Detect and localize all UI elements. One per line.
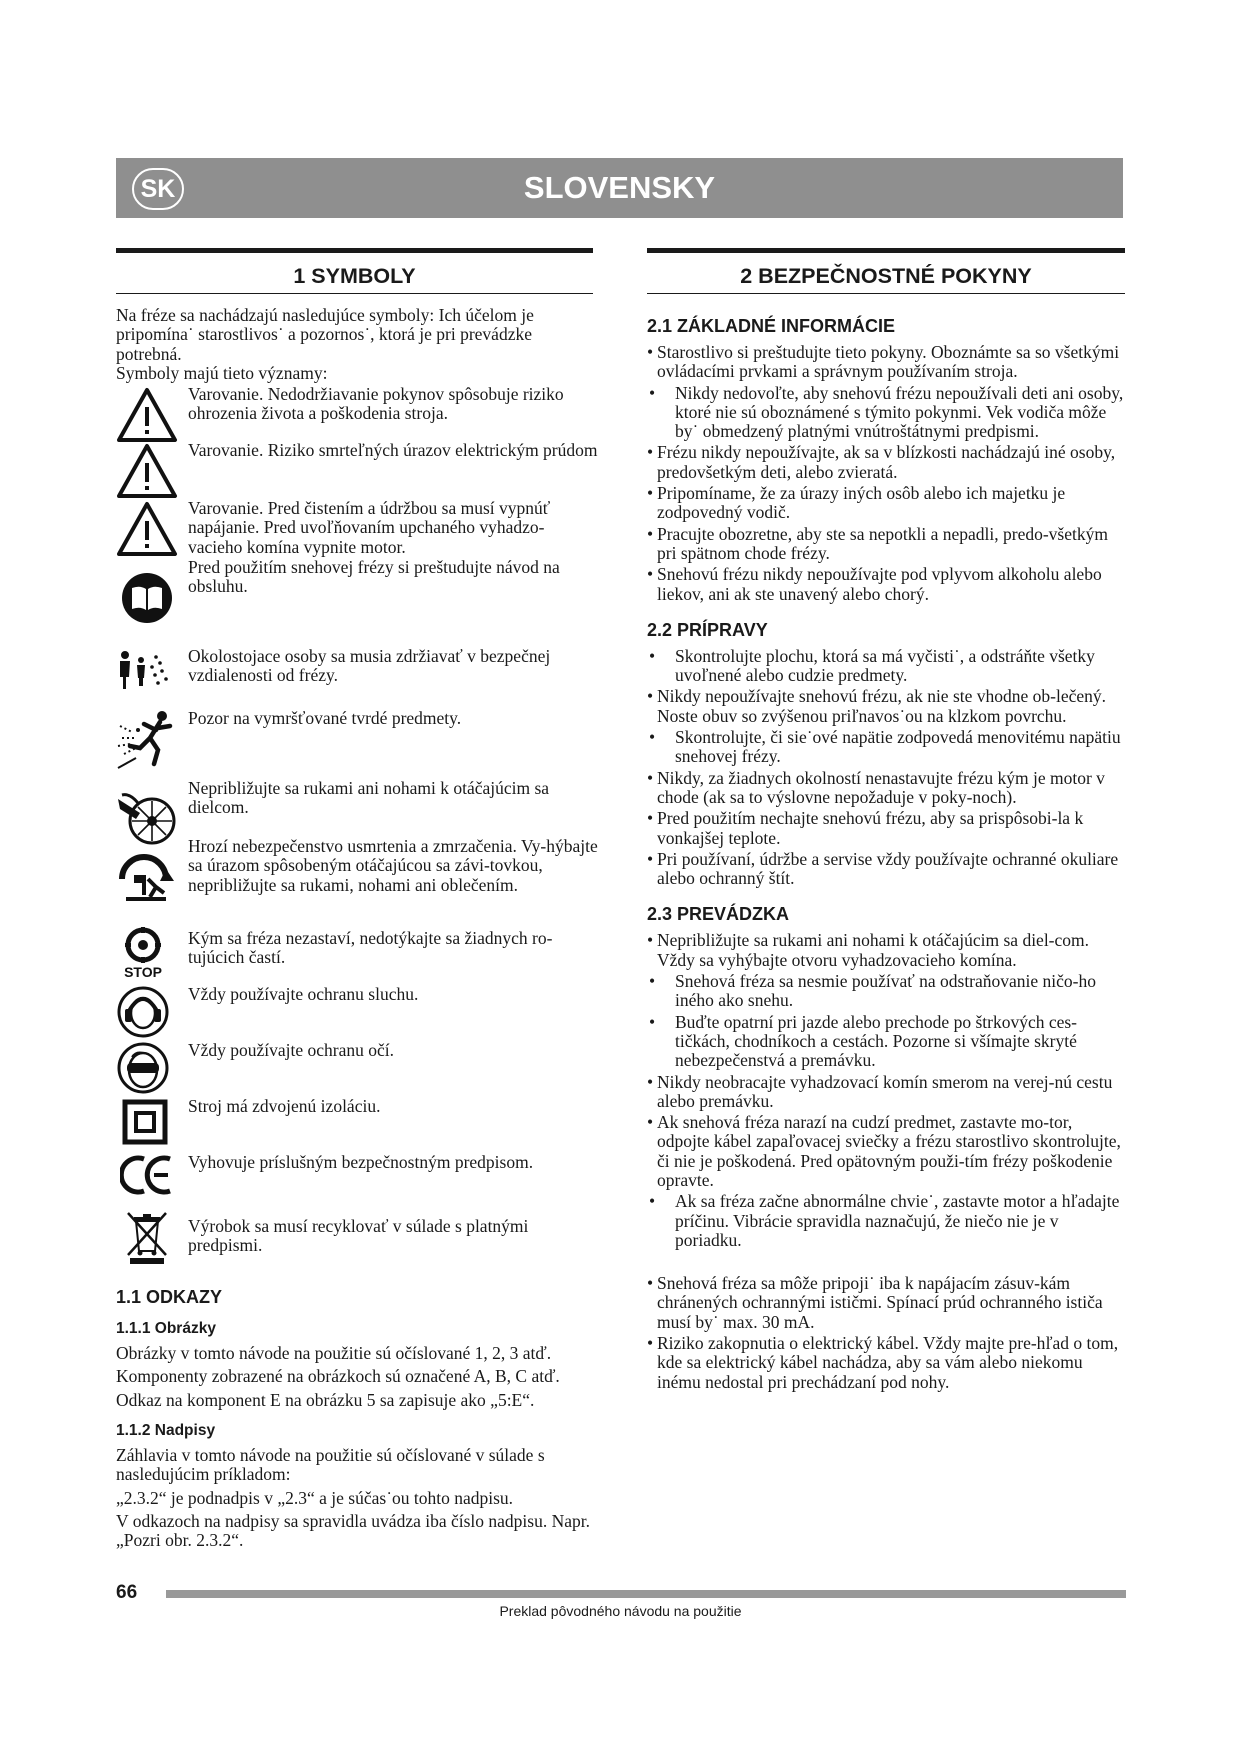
symbol-text: Vždy používajte ochranu sluchu. (188, 984, 419, 1005)
list-item: • Pripomíname, že za úrazy iných osôb alebo ich majetku je zodpovedný vodič. (647, 484, 1125, 523)
auger-hazard-icon (116, 853, 180, 905)
bystanders-icon (116, 649, 178, 695)
list-item: • Pri používaní, údržbe a servise vždy používajte ochranné okuliare alebo ochranný štít. (647, 850, 1125, 889)
list-item: • Pracujte obozretne, aby ste sa nepotkli a nepadli, predo-všetkým pri spätnom chode frézy. (647, 525, 1125, 564)
page-number: 66 (116, 1582, 138, 1603)
list-item: • Nikdy, za žiadnych okolností nenastavujte frézu kým je motor v chode (ak sa to výslovne nepožaduje v poky-noch). (647, 769, 1125, 808)
nadpisy-paragraph-3: V odkazoch na nadpisy sa spravidla uvádza iba číslo nadpisu. Napr. „Pozri obr. 2.3.2“. (116, 1510, 590, 1551)
heading-preparation: 2.2 PRÍPRAVY (647, 619, 768, 640)
heading-operation: 2.3 PREVÁDZKA (647, 904, 790, 925)
symbol-text: Vždy používajte ochranu očí. (188, 1040, 395, 1061)
operation-list-2 (647, 1274, 1125, 1392)
eye-protection-icon (116, 1041, 170, 1095)
symbol-text: Pred použitím snehovej frézy si preštudujte návod na obsluhu. (188, 557, 560, 597)
basic-info-list (647, 343, 1125, 604)
list-item: • Snehovú frézu nikdy nepoužívajte pod vplyvom alkoholu alebo liekov, ani ak ste unavený alebo chorý. (647, 565, 1125, 604)
list-item: • Nikdy nedovoľte, aby snehovú frézu nepoužívali deti ani osoby, ktoré nie sú oboznámené s týmito pokynmi. Vek vodiča môže by˙ obmedzený platnými vnútroštátnymi predpismi. (647, 384, 1125, 442)
obrazky-paragraph-3: Odkaz na komponent E na obrázku 5 sa zapisuje ako „5:E“. (116, 1389, 535, 1410)
symbol-text: Varovanie. Nedodržiavanie pokynov spôsobuje riziko ohrozenia života a poškodenia stroja. (188, 384, 564, 424)
warning-triangle-icon (116, 443, 178, 499)
right-column (647, 248, 1125, 1394)
warning-triangle-icon (116, 387, 178, 443)
double-insulation-icon (122, 1099, 168, 1145)
symbol-text: Kým sa fréza nezastaví, nedotýkajte sa žiadnych ro-tujúcich častí. (188, 928, 553, 968)
symbol-text: Vyhovuje príslušným bezpečnostným predpisom. (188, 1152, 534, 1173)
hearing-protection-icon (116, 985, 170, 1039)
manual-book-icon (120, 571, 174, 625)
list-item: • Ak sa fréza začne abnormálne chvie˙, zastavte motor a hľadajte príčinu. Vibrácie spravidla naznačujú, že niečo nie je v poriadku. (647, 1192, 1125, 1250)
list-item: • Ak snehová fréza narazí na cudzí predmet, zastavte mo-tor, odpojte kábel zapaľovacej sviečky a frézu starostlivo skontrolujte, či nie je poškodená. Pred opätovným použi-tím frézy poškodenie opravte. (647, 1113, 1125, 1190)
symbol-text: Okolostojace osoby sa musia zdržiavať v bezpečnej vzdialenosti od frézy. (188, 646, 551, 686)
obrazky-paragraph-2: Komponenty zobrazené na obrázkoch sú označené A, B, C atď. (116, 1366, 560, 1387)
list-item: • Nikdy neobracajte vyhadzovací komín smerom na verej-nú cestu alebo premávku. (647, 1073, 1125, 1112)
obrazky-paragraph-1: Obrázky v tomto návode na použitie sú očíslované 1, 2, 3 atď. (116, 1343, 552, 1364)
list-item: • Frézu nikdy nepoužívajte, ak sa v blízkosti nachádzajú iné osoby, predovšetkým deti, alebo zvieratá. (647, 443, 1125, 482)
heading-nadpisy: 1.1.2 Nadpisy (116, 1422, 216, 1440)
language-badge: SK (132, 168, 184, 210)
symbol-list (116, 383, 598, 1271)
list-item: • Buďte opatrní pri jazde alebo prechode po štrkových ces-tičkách, chodníkoch a cestách. Pozorne si všímajte skryté nebezpečenstvá a premávku. (647, 1013, 1125, 1071)
symbol-text: Varovanie. Pred čistením a údržbou sa musí vypnúť napájanie. Pred uvoľňovaním upchaného vyhadzo-vacieho komína vypnite motor. (188, 498, 551, 557)
operation-list (647, 931, 1125, 1250)
list-item: • Skontrolujte plochu, ktorá sa má vyčisti˙, a odstráňte všetky uvoľnené alebo cudzie predmety. (647, 647, 1125, 686)
symbol-text: Hrozí nebezpečenstvo usmrtenia a zmrzačenia. Vy-hýbajte sa úrazom spôsobeným otáčajúcou sa závi-tovkou, nepribližujte sa rukami, nohami ani oblečením. (188, 836, 598, 895)
weee-bin-icon (124, 1209, 170, 1265)
symbol-text: Nepribližujte sa rukami ani nohami k otáčajúcim sa dielcom. (188, 778, 550, 818)
list-item: • Starostlivo si preštudujte tieto pokyny. Oboznámte sa so všetkými ovládacími prvkami a správnym používaním stroja. (647, 343, 1125, 382)
section-heading-symbols: 1 SYMBOLY (116, 248, 593, 294)
symbols-intro-2: Symboly majú tieto významy: (116, 362, 328, 383)
symbols-intro: Na fréze sa nachádzajú nasledujúce symboly: Ich účelom je pripomína˙ starostlivos˙ a pozornos˙, ktorá je pri prevádzke potrebná. (116, 305, 534, 364)
rotating-parts-hand-icon (116, 791, 180, 847)
list-item: • Pred použitím nechajte snehovú frézu, aby sa prispôsobi-la k vonkajšej teplote. (647, 809, 1125, 848)
symbol-text: Varovanie. Riziko smrteľných úrazov elektrickým prúdom (188, 440, 598, 461)
nadpisy-paragraph-2: „2.3.2“ je podnadpis v „2.3“ a je súčas˙ou tohto nadpisu. (116, 1487, 514, 1508)
stop-label: STOP (124, 964, 162, 980)
preparation-list (647, 647, 1125, 889)
ce-mark-icon (120, 1153, 176, 1197)
list-item: • Nikdy nepoužívajte snehovú frézu, ak nie ste vhodne ob-lečený. Noste obuv so zvýšenou priľnavos˙ou na klzkom povrchu. (647, 687, 1125, 726)
heading-odkazy: 1.1 ODKAZY (116, 1287, 223, 1308)
nadpisy-paragraph-1: Záhlavia v tomto návode na použitie sú očíslované v súlade s nasledujúcim príkladom: (116, 1445, 545, 1485)
footer-rule (166, 1590, 1126, 1598)
heading-obrazky: 1.1.1 Obrázky (116, 1320, 216, 1338)
list-item: • Snehová fréza sa môže pripoji˙ iba k napájacím zásuv-kám chránených ochrannými ističmi. Spínací prúd ochranného ističa musí by˙ max. 30 mA. (647, 1274, 1125, 1332)
left-column (116, 248, 598, 1555)
heading-basic-info: 2.1 ZÁKLADNÉ INFORMÁCIE (647, 316, 896, 336)
list-item: • Snehová fréza sa nesmie používať na odstraňovanie ničo-ho iného ako snehu. (647, 972, 1125, 1011)
stop-rotation-icon (118, 925, 170, 979)
thrown-objects-icon (116, 708, 180, 770)
section-heading-safety: 2 BEZPEČNOSTNÉ POKYNY (647, 248, 1125, 294)
footer-caption: Preklad pôvodného návodu na použitie (499, 1603, 742, 1619)
symbol-text: Pozor na vymršťované tvrdé predmety. (188, 708, 462, 729)
list-item: • Skontrolujte, či sie˙ové napätie zodpovedá menovitému napätiu snehovej frézy. (647, 728, 1125, 767)
symbol-text: Stroj má zdvojenú izoláciu. (188, 1096, 381, 1117)
language-banner (116, 158, 1123, 218)
list-item: • Nepribližujte sa rukami ani nohami k otáčajúcim sa diel-com. Vždy sa vyhýbajte otvoru vyhadzovacieho komína. (647, 931, 1125, 970)
list-item: • Riziko zakopnutia o elektrický kábel. Vždy majte pre-hľad o tom, kde sa elektrický kábel nachádza, aby sa vám alebo niekomu inému nedostal pri prechádzaní pod nohy. (647, 1334, 1125, 1392)
warning-triangle-icon (116, 501, 178, 557)
banner-title: SLOVENSKY (523, 170, 716, 205)
symbol-text: Výrobok sa musí recyklovať v súlade s platnými predpismi. (188, 1216, 529, 1256)
